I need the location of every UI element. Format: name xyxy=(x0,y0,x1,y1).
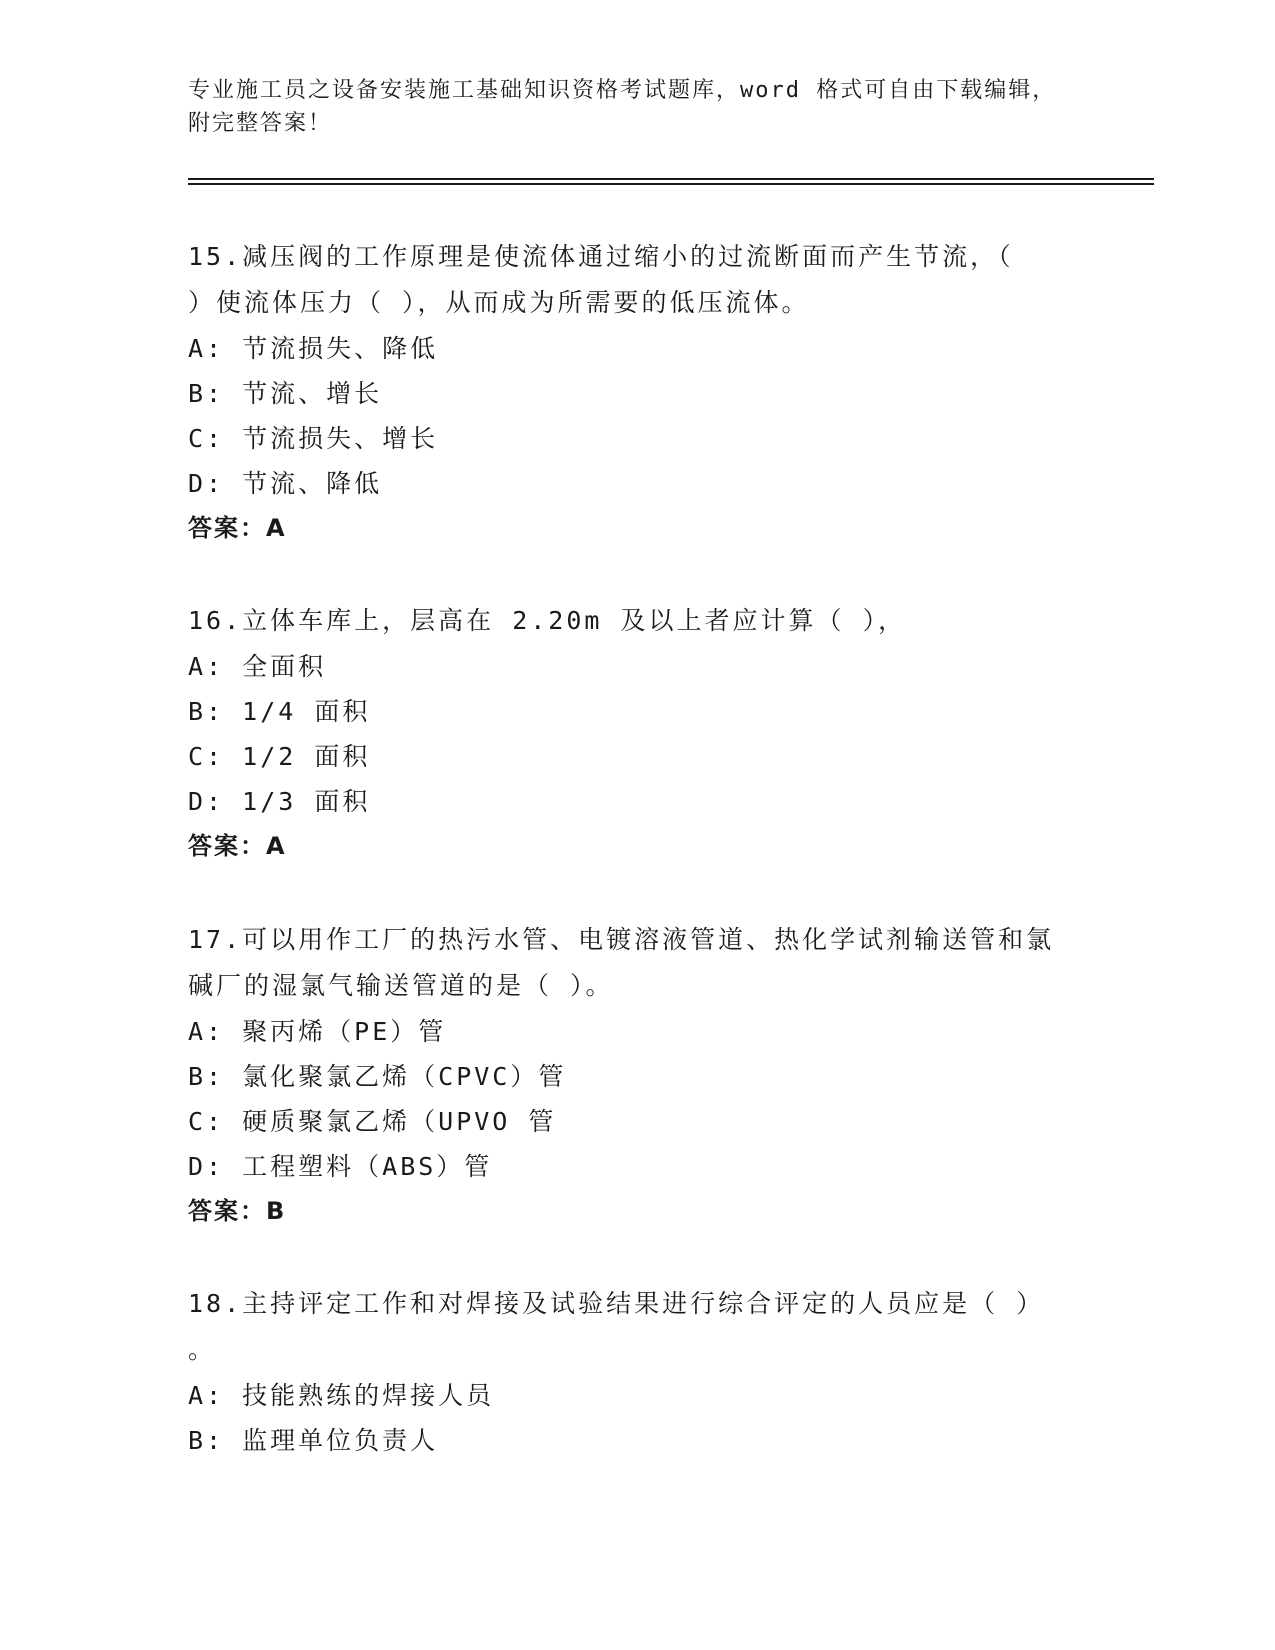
header-divider-top xyxy=(188,178,1154,180)
option-c: C: 1/2 面积 xyxy=(188,742,371,771)
question-stem-line-2: 碱厂的湿氯气输送管道的是（ ）。 xyxy=(188,971,614,1000)
option-a: A: 节流损失、降低 xyxy=(188,334,439,363)
question-stem-line-2: ）使流体压力（ ），从而成为所需要的低压流体。 xyxy=(188,288,810,317)
option-d: D: 节流、降低 xyxy=(188,469,383,498)
question-stem-line-1: 15.减压阀的工作原理是使流体通过缩小的过流断面而产生节流，（ xyxy=(188,242,1014,271)
question-stem-line-2: 。 xyxy=(188,1335,217,1364)
option-d: D: 1/3 面积 xyxy=(188,787,371,816)
option-b: B: 监理单位负责人 xyxy=(188,1426,439,1455)
option-b: B: 节流、增长 xyxy=(188,379,383,408)
option-d: D: 工程塑料（ABS）管 xyxy=(188,1152,493,1181)
question-18 xyxy=(188,1281,1088,1463)
answer: 答案：B xyxy=(188,1197,287,1225)
header-line-1: 专业施工员之设备安装施工基础知识资格考试题库，word 格式可自由下载编辑， xyxy=(188,78,1057,103)
question-15 xyxy=(188,234,1088,551)
question-17 xyxy=(188,917,1088,1234)
option-b: B: 1/4 面积 xyxy=(188,697,371,726)
option-a: A: 全面积 xyxy=(188,652,327,681)
question-16 xyxy=(188,598,1088,869)
option-c: C: 节流损失、增长 xyxy=(188,424,439,453)
answer: 答案：A xyxy=(188,832,287,860)
header-line-2: 附完整答案！ xyxy=(188,111,333,136)
document-header xyxy=(188,74,1088,140)
answer: 答案：A xyxy=(188,514,287,542)
header-divider-bottom xyxy=(188,183,1154,185)
option-a: A: 技能熟练的焊接人员 xyxy=(188,1381,495,1410)
option-b: B: 氯化聚氯乙烯（CPVC）管 xyxy=(188,1062,567,1091)
option-c: C: 硬质聚氯乙烯（UPVO 管 xyxy=(188,1107,557,1136)
option-a: A: 聚丙烯（PE）管 xyxy=(188,1017,447,1046)
question-stem-line-1: 16.立体车库上，层高在 2.20m 及以上者应计算（ ）， xyxy=(188,606,907,635)
question-stem-line-1: 18.主持评定工作和对焊接及试验结果进行综合评定的人员应是（ ） xyxy=(188,1289,1045,1318)
question-stem-line-1: 17.可以用作工厂的热污水管、电镀溶液管道、热化学试剂输送管和氯 xyxy=(188,925,1055,954)
